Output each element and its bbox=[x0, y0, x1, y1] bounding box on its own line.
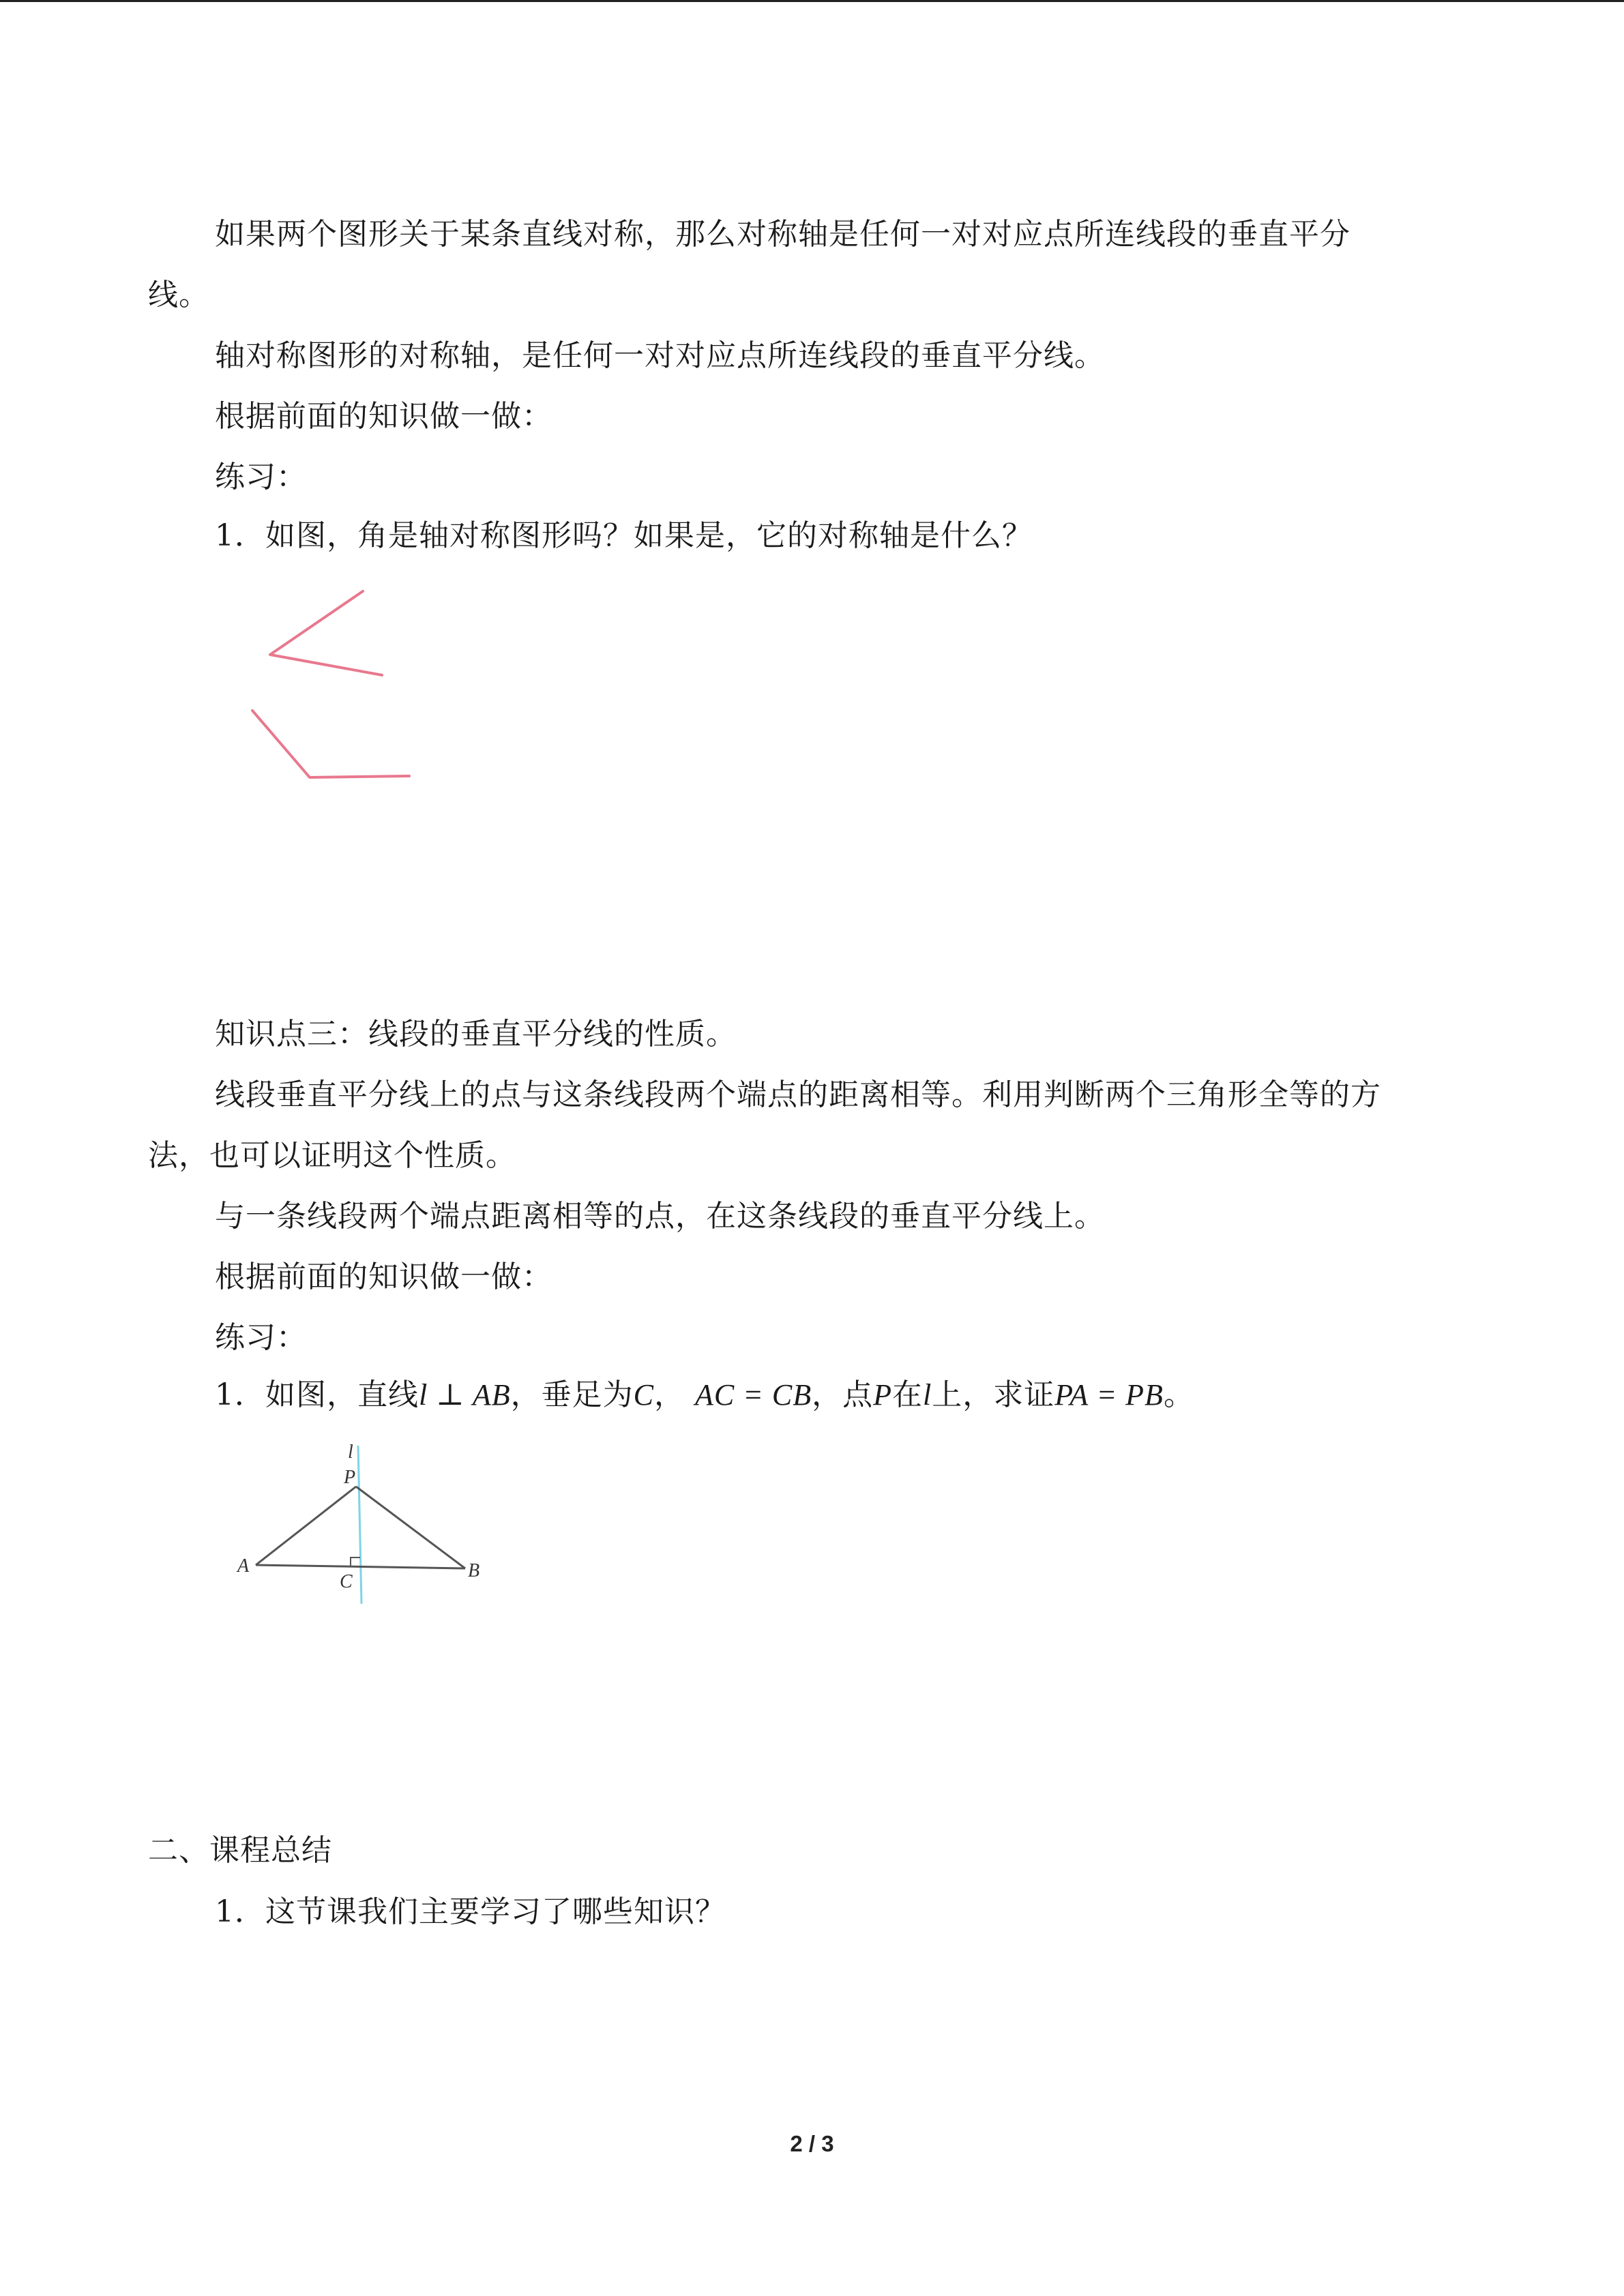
paragraph-axis-2: 轴对称图形的对称轴，是任何一对对应点所连线段的垂直平分线。 bbox=[215, 338, 1105, 373]
summary-question: 1．这节课我们主要学习了哪些知识？ bbox=[215, 1894, 726, 1929]
page-number: 2 / 3 bbox=[790, 2131, 834, 2156]
angle-upper bbox=[270, 591, 382, 675]
math-ac-cb: AC = CB bbox=[694, 1378, 812, 1412]
paragraph-axis-1-cont: 线。 bbox=[148, 278, 209, 312]
math-p: P bbox=[873, 1378, 892, 1412]
math-c: C bbox=[633, 1378, 654, 1412]
angle-lower bbox=[252, 711, 409, 777]
segment-pb bbox=[356, 1487, 465, 1568]
right-angle-mark bbox=[351, 1557, 360, 1566]
segment-pa bbox=[256, 1487, 356, 1565]
top-border bbox=[0, 0, 1624, 2]
do-it-label-1: 根据前面的知识做一做： bbox=[215, 399, 552, 434]
paragraph-three-1: 线段垂直平分线上的点与这条线段两个端点的距离相等。利用判断两个三角形全等的方 bbox=[215, 1077, 1381, 1112]
label-c: C bbox=[340, 1571, 353, 1592]
section-three-title: 知识点三：线段的垂直平分线的性质。 bbox=[215, 1017, 737, 1052]
do-it-label-2: 根据前面的知识做一做： bbox=[215, 1259, 552, 1294]
label-p: P bbox=[344, 1467, 356, 1488]
label-l: l bbox=[348, 1442, 353, 1463]
label-b: B bbox=[468, 1560, 480, 1581]
math-l-2: l bbox=[922, 1378, 932, 1412]
line-l bbox=[358, 1446, 361, 1604]
angle-figure bbox=[239, 580, 443, 784]
label-a: A bbox=[237, 1555, 250, 1577]
question-perpendicular: 1．如图，直线l ⊥ AB，垂足为C， AC = CB，点P在l上，求证PA = PB。 bbox=[215, 1377, 1194, 1412]
paragraph-three-2: 与一条线段两个端点距离相等的点，在这条线段的垂直平分线上。 bbox=[215, 1199, 1105, 1234]
math-perp-ab: ⊥ AB bbox=[428, 1378, 511, 1412]
summary-title: 二、课程总结 bbox=[148, 1833, 332, 1868]
exercise-label-1: 练习： bbox=[215, 460, 307, 494]
triangle-figure bbox=[232, 1439, 505, 1609]
math-pa-pb: PA = PB bbox=[1054, 1378, 1164, 1412]
paragraph-three-1-cont: 法，也可以证明这个性质。 bbox=[148, 1138, 516, 1173]
question-angle: 1．如图，角是轴对称图形吗？如果是，它的对称轴是什么？ bbox=[215, 518, 1033, 553]
math-l: l bbox=[419, 1378, 428, 1412]
exercise-label-2: 练习： bbox=[215, 1320, 307, 1355]
paragraph-axis-1: 如果两个图形关于某条直线对称，那么对称轴是任何一对对应点所连线段的垂直平分 bbox=[215, 217, 1350, 252]
